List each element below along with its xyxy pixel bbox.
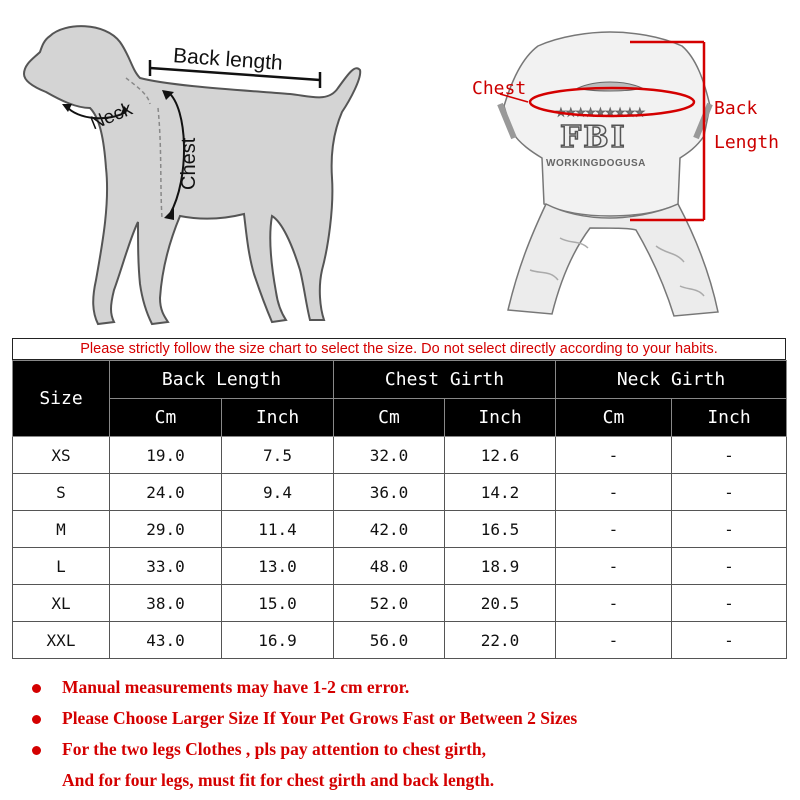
neck-inch-cell: - (672, 511, 787, 548)
back-inch-cell: 7.5 (222, 437, 334, 474)
chest-cm-cell: 36.0 (334, 474, 445, 511)
svg-text:★★★★★★★★★: ★★★★★★★★★ (556, 106, 645, 119)
note-text: Please Choose Larger Size If Your Pet Grows Fast or Between 2 Sizes (62, 708, 578, 728)
neck-label: Neck (87, 98, 136, 135)
jacket-back-label: Back (714, 98, 758, 119)
neck-cm-cell: - (556, 437, 672, 474)
back-cm-cell: 24.0 (110, 474, 222, 511)
back-cm-cell: 19.0 (110, 437, 222, 474)
chest-inch-cell: 14.2 (445, 474, 556, 511)
size-cell: XL (13, 585, 110, 622)
back-cm-cell: 43.0 (110, 622, 222, 659)
table-row (13, 474, 787, 511)
chest-cm-cell: 48.0 (334, 548, 445, 585)
neck-inch-cell: - (672, 585, 787, 622)
jacket-chest-label: Chest (472, 78, 527, 99)
jacket-length-label: Length (714, 132, 780, 153)
neck-cm-cell: - (556, 474, 672, 511)
chest-cm-cell: 56.0 (334, 622, 445, 659)
unit-header: Inch (445, 399, 556, 437)
table-row (13, 437, 787, 474)
neck-inch-cell: - (672, 474, 787, 511)
chest-cm-cell: 32.0 (334, 437, 445, 474)
notes-list (30, 674, 790, 798)
size-cell: S (13, 474, 110, 511)
bullet-dot-icon (32, 684, 41, 693)
back-inch-cell: 11.4 (222, 511, 334, 548)
neck-cm-cell: - (556, 622, 672, 659)
note-text: Manual measurements may have 1-2 cm error. (62, 677, 410, 697)
size-cell: L (13, 548, 110, 585)
back-inch-cell: 16.9 (222, 622, 334, 659)
table-row (13, 622, 787, 659)
back-length-label: Back length (172, 44, 284, 75)
back-inch-cell: 15.0 (222, 585, 334, 622)
chest-cm-cell: 52.0 (334, 585, 445, 622)
neck-inch-cell: - (672, 548, 787, 585)
note-text: For the two legs Clothes , pls pay attention to chest girth, (62, 739, 487, 759)
size-cell: M (13, 511, 110, 548)
note-text: And for four legs, must fit for chest girth and back length. (62, 770, 495, 790)
chest-label: Chest (178, 137, 200, 190)
unit-header: Inch (222, 399, 334, 437)
back-cm-cell: 29.0 (110, 511, 222, 548)
jacket-sketch-icon (460, 18, 790, 328)
neck-cm-cell: - (556, 511, 672, 548)
chest-cm-cell: 42.0 (334, 511, 445, 548)
neck-girth-header: Neck Girth (556, 361, 787, 399)
size-column-header: Size (13, 361, 110, 437)
neck-inch-cell: - (672, 437, 787, 474)
chest-inch-cell: 22.0 (445, 622, 556, 659)
back-inch-cell: 9.4 (222, 474, 334, 511)
unit-header: Cm (110, 399, 222, 437)
note-item (30, 674, 790, 705)
unit-header: Inch (672, 399, 787, 437)
neck-cm-cell: - (556, 585, 672, 622)
neck-cm-cell: - (556, 548, 672, 585)
table-row (13, 511, 787, 548)
chest-inch-cell: 18.9 (445, 548, 556, 585)
note-item-continued (30, 767, 790, 798)
bullet-dot-icon (32, 746, 41, 755)
unit-header: Cm (334, 399, 445, 437)
table-row (13, 548, 787, 585)
bullet-dot-icon (32, 715, 41, 724)
back-cm-cell: 38.0 (110, 585, 222, 622)
chest-inch-cell: 20.5 (445, 585, 556, 622)
chest-inch-cell: 16.5 (445, 511, 556, 548)
neck-inch-cell: - (672, 622, 787, 659)
chest-inch-cell: 12.6 (445, 437, 556, 474)
size-cell: XXL (13, 622, 110, 659)
jacket-print-fbi: FBI (560, 120, 627, 155)
size-chart-table (12, 360, 787, 659)
size-notice: Please strictly follow the size chart to select the size. Do not select directly according to your habits. (12, 338, 786, 360)
note-item (30, 705, 790, 736)
table-row (13, 585, 787, 622)
note-item (30, 736, 790, 767)
back-cm-cell: 33.0 (110, 548, 222, 585)
size-cell: XS (13, 437, 110, 474)
jacket-diagram (460, 18, 790, 328)
dog-measurement-diagram (10, 8, 380, 333)
jacket-print-sub: WORKINGDOGUSA (546, 158, 646, 169)
back-inch-cell: 13.0 (222, 548, 334, 585)
back-length-header: Back Length (110, 361, 334, 399)
unit-header: Cm (556, 399, 672, 437)
chest-girth-header: Chest Girth (334, 361, 556, 399)
